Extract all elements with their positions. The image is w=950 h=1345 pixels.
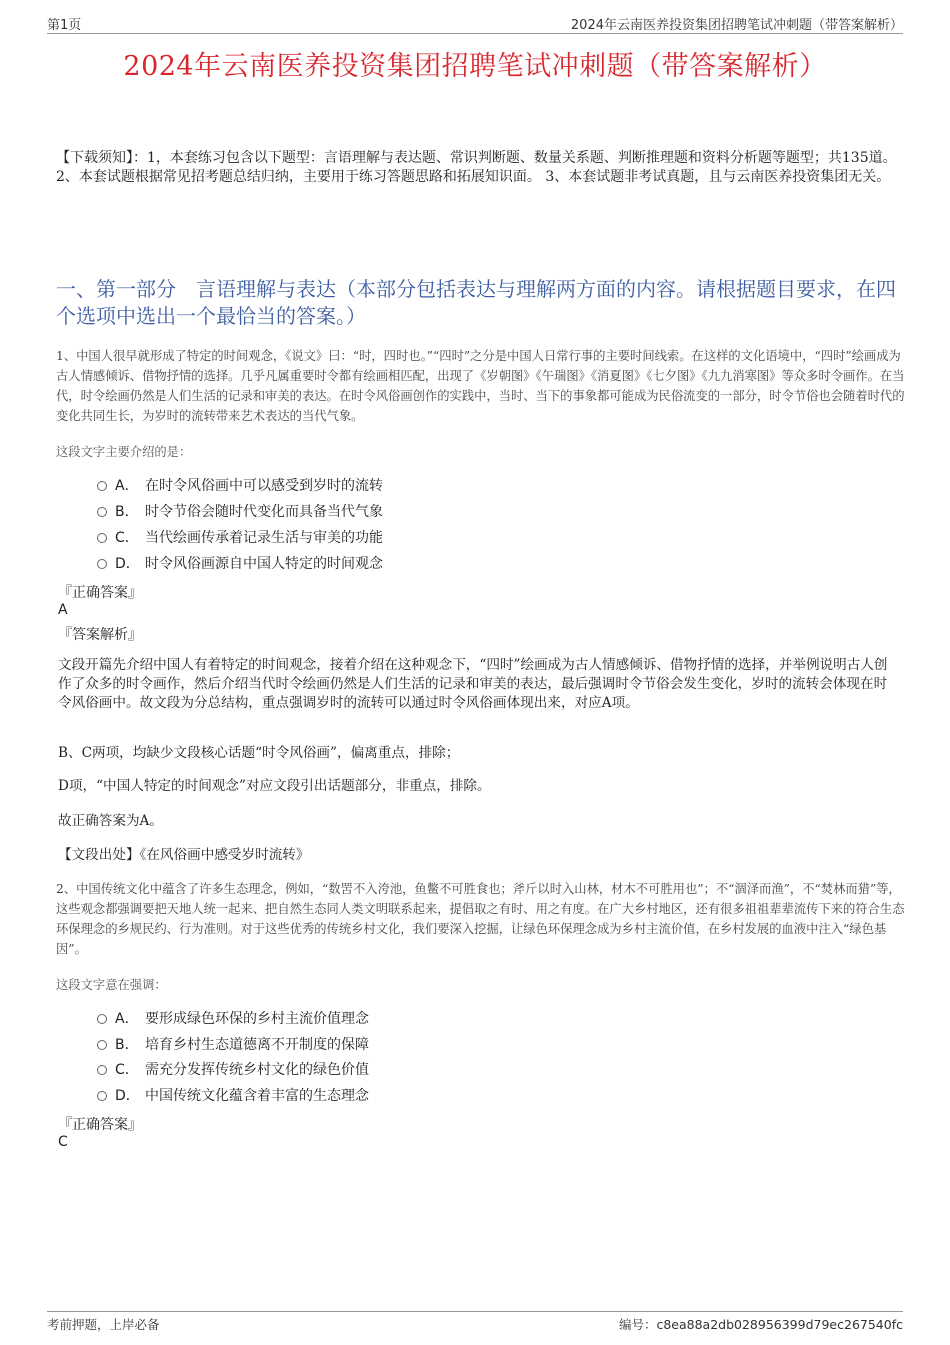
analysis-conclusion: 故正确答案为A。	[58, 813, 163, 829]
analysis-paragraph: 文段开篇先介绍中国人有着特定的时间观念，接着介绍在这种观念下，“四时”绘画成为古人情感倾诉、借物抒情的选择，并举例说明古人创作了众多的时令画作，然后介绍当代时令绘画仍然是人们生活的记录和审美的表达，最后强调时令节俗会发生变化，岁时的流转会体现在时令风俗画中。故文段为分总结构，重点强调岁时的流转可以通过时令风俗画体现出来，对应A项。	[58, 657, 888, 711]
radio-icon[interactable]	[97, 1065, 107, 1075]
question-2-option-c[interactable]	[97, 1060, 369, 1080]
option-letter: A．	[115, 478, 139, 494]
option-text: 需充分发挥传统乡村文化的绿色价值	[145, 1062, 369, 1078]
radio-icon[interactable]	[97, 559, 107, 569]
analysis-paragraph: B、C两项，均缺少文段核心话题“时令风俗画”，偏离重点，排除；	[58, 745, 460, 761]
option-text: 当代绘画传承着记录生活与审美的功能	[145, 530, 383, 546]
page-footer	[47, 1311, 903, 1332]
option-text: 时令风俗画源自中国人特定的时间观念	[145, 556, 383, 572]
analysis-label: 『答案解析』	[58, 627, 142, 643]
option-text: 培育乡村生态道德离不开制度的保障	[145, 1037, 369, 1053]
option-text: 在时令风俗画中可以感受到岁时的流转	[145, 478, 383, 494]
footer-slogan: 考前押题，上岸必备	[47, 1317, 160, 1332]
option-text: 时令节俗会随时代变化而具备当代气象	[145, 504, 383, 520]
page-number: 第1页	[47, 18, 82, 33]
page-header	[47, 14, 903, 34]
option-letter: C．	[115, 1062, 139, 1078]
question-2-option-b[interactable]	[97, 1035, 369, 1055]
question-2-text: 2、中国传统文化中蕴含了许多生态理念，例如，“数罟不入洿池，鱼鳖不可胜食也；斧斤以时入山林，材木不可胜用也”；不“涸泽而渔”，不“焚林而猎”等，这些观念都强调要把天地人统一起来、把自然生态同人类文明联系起来，提倡取之有时、用之有度。在广大乡村地区，还有很多祖祖辈辈流传下来的符合生态环保理念的乡规民约、行为准则。对于这些优秀的传统乡村文化，我们要深入挖掘，让绿色环保理念成为乡村主流价值，在乡村发展的血液中注入“绿色基因”。	[56, 882, 905, 956]
question-2-prompt: 这段文字意在强调：	[56, 978, 167, 992]
question-1-option-c[interactable]	[97, 528, 383, 548]
radio-icon[interactable]	[97, 1040, 107, 1050]
question-1-option-a[interactable]	[97, 476, 383, 496]
header-doc-title: 2024年云南医养投资集团招聘笔试冲刺题（带答案解析）	[570, 18, 903, 33]
option-letter: B．	[115, 504, 139, 520]
footer-code	[619, 1315, 903, 1333]
option-text: 要形成绿色环保的乡村主流价值理念	[145, 1011, 369, 1027]
source-note: 【文段出处】《在风俗画中感受岁时流转》	[58, 847, 310, 863]
radio-icon[interactable]	[97, 1091, 107, 1101]
radio-icon[interactable]	[97, 507, 107, 517]
question-1-prompt: 这段文字主要介绍的是：	[56, 445, 192, 459]
question-1-option-b[interactable]	[97, 502, 383, 522]
option-letter: C．	[115, 530, 139, 546]
option-letter: D．	[115, 556, 140, 572]
answer-label: 『正确答案』	[58, 1117, 142, 1133]
answer-label: 『正确答案』	[58, 585, 142, 601]
download-notice: 【下载须知】：1，本套练习包含以下题型：言语理解与表达题、常识判断题、数量关系题、判断推理题和资料分析题等题型；共135道。 2、本套试题根据常见招考题总结归纳，主要用于练习答题思路和拓展知识面。 3、本套试题非考试真题，且与云南医养投资集团无关。	[56, 150, 897, 185]
option-letter: A．	[115, 1011, 139, 1027]
option-letter: B．	[115, 1037, 139, 1053]
option-letter: D．	[115, 1088, 140, 1104]
answer-value: A	[58, 602, 68, 618]
section-heading: 一、第一部分 言语理解与表达（本部分包括表达与理解两方面的内容。请根据题目要求，在四个选项中选出一个最恰当的答案。）	[56, 277, 896, 328]
radio-icon[interactable]	[97, 533, 107, 543]
document-title: 2024年云南医养投资集团招聘笔试冲刺题（带答案解析）	[123, 51, 827, 82]
footer-code-label: 编号：	[618, 1317, 657, 1332]
analysis-paragraph: D项，“中国人特定的时间观念”对应文段引出话题部分，非重点，排除。	[58, 778, 491, 794]
footer-code-value: c8ea88a2db028956399d79ec267540fc	[656, 1317, 903, 1332]
radio-icon[interactable]	[97, 1014, 107, 1024]
question-2-option-d[interactable]	[97, 1086, 369, 1106]
option-text: 中国传统文化蕴含着丰富的生态理念	[145, 1088, 369, 1104]
answer-value: C	[58, 1134, 68, 1150]
question-1-option-d[interactable]	[97, 554, 383, 574]
question-1-text: 1、中国人很早就形成了特定的时间观念，《说文》曰：“时，四时也。”“四时”之分是中国人日常行事的主要时间线索。在这样的文化语境中，“四时”绘画成为古人情感倾诉、借物抒情的选择。几乎凡属重要时令都有绘画相匹配，出现了《岁朝图》《午瑞图》《消夏图》《七夕图》《九九消寒图》等众多时令画作。在当代，时令绘画仍然是人们生活的记录和审美的表达。在时令风俗画创作的实践中，当时、当下的事象都可能成为民俗流变的一部分，时令节俗也会随着时代的变化共同生长，为岁时的流转带来艺术表达的当代气象。	[56, 349, 905, 423]
question-2-option-a[interactable]	[97, 1009, 369, 1029]
radio-icon[interactable]	[97, 481, 107, 491]
